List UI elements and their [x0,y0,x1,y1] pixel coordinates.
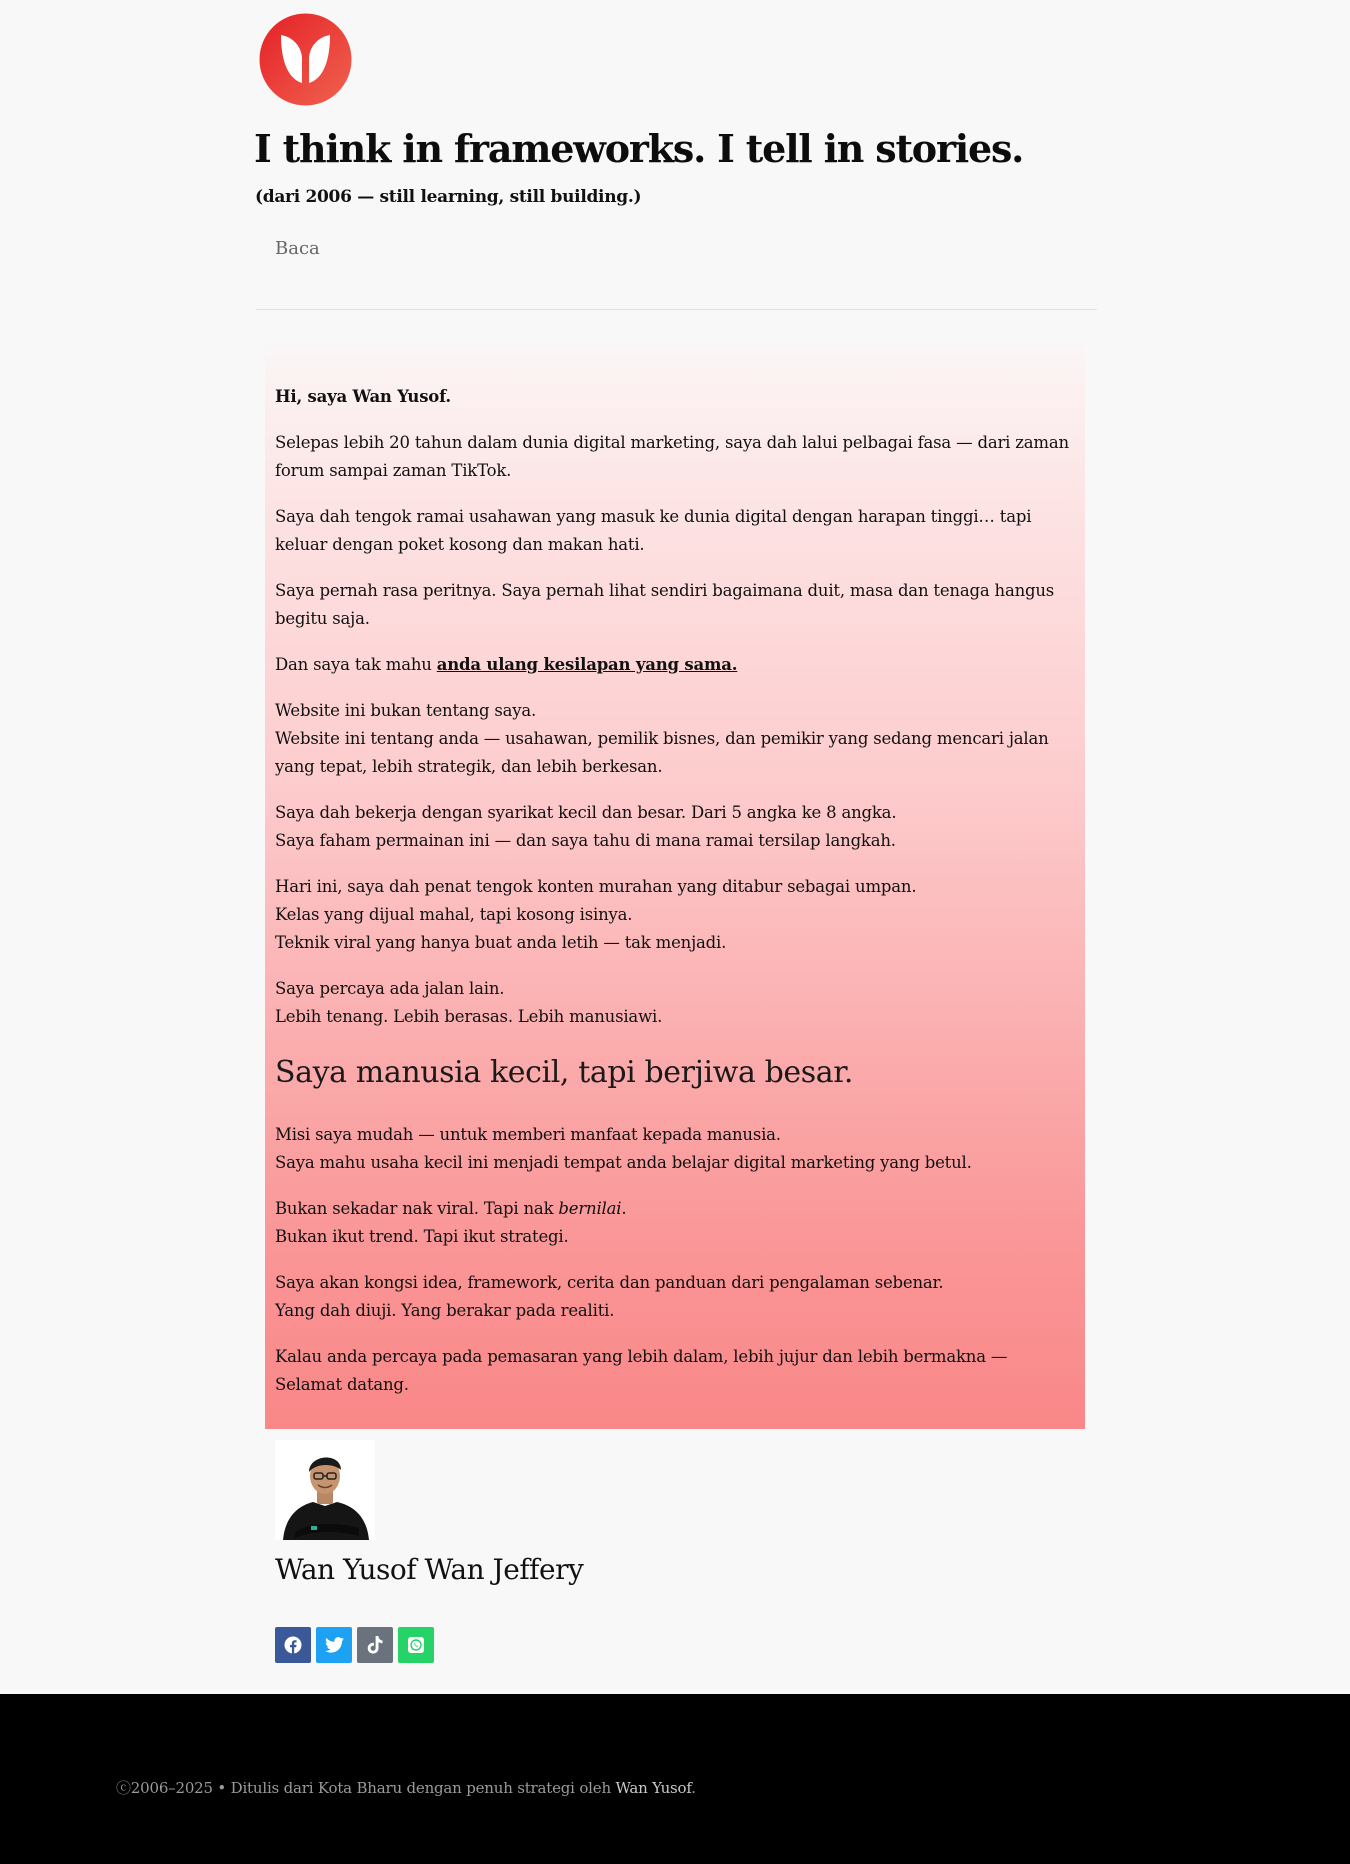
site-footer [0,1694,1350,1864]
site-title[interactable]: I think in frameworks. I tell in stories. [254,126,1024,171]
tiktok-button[interactable] [357,1627,393,1663]
emphasis-link: anda ulang kesilapan yang sama. [436,655,738,674]
paragraph-line: Saya mahu usaha kecil ini menjadi tempat anda belajar digital marketing yang betul. [275,1153,972,1172]
paragraph-line: Website ini bukan tentang saya. [275,701,537,720]
whatsapp-button[interactable] [398,1627,434,1663]
site-tagline: (dari 2006 — still learning, still building.) [255,187,642,207]
author-avatar [275,1440,375,1540]
paragraph-line: Kalau anda percaya pada pemasaran yang lebih dalam, lebih jujur dan lebih bermakna — [275,1347,1008,1366]
paragraph: Saya dah tengok ramai usahawan yang masuk ke dunia digital dengan harapan tinggi… tapi keluar dengan poket kosong dan makan hati. [275,507,1032,554]
twitter-button[interactable] [316,1627,352,1663]
whatsapp-icon [407,1636,425,1654]
paragraph [275,697,1075,781]
about-content [265,345,1085,1429]
paragraph-text: . [621,1199,627,1218]
twitter-icon [325,1637,344,1653]
nav-link-baca[interactable]: Baca [275,238,320,259]
paragraph [275,1269,1075,1325]
paragraph [275,1343,1075,1399]
paragraph [275,651,1075,679]
paragraph [275,1121,1075,1177]
paragraph-text: Dan saya tak mahu [275,655,437,674]
footer-suffix: . [691,1779,696,1797]
tiktok-icon [367,1636,383,1654]
paragraph-line: Teknik viral yang hanya buat anda letih — tak menjadi. [275,933,727,952]
paragraph-line: Misi saya mudah — untuk memberi manfaat kepada manusia. [275,1125,781,1144]
paragraph-line: Saya percaya ada jalan lain. [275,979,505,998]
paragraph-line: Yang dah diuji. Yang berakar pada realiti. [275,1301,615,1320]
footer-copyright: ⓒ2006–2025 • Ditulis dari Kota Bharu dengan penuh strategi oleh [116,1779,616,1797]
author-box [275,1440,584,1586]
paragraph-line: Saya dah bekerja dengan syarikat kecil dan besar. Dari 5 angka ke 8 angka. [275,803,897,822]
greeting-text: Hi, saya Wan Yusof. [275,387,451,406]
facebook-button[interactable] [275,1627,311,1663]
greeting [275,383,1075,411]
paragraph [275,1195,1075,1251]
paragraph-line: Hari ini, saya dah penat tengok konten murahan yang ditabur sebagai umpan. [275,877,917,896]
social-links [275,1627,434,1663]
header-divider [256,309,1097,310]
paragraph-line: Saya akan kongsi idea, framework, cerita dan panduan dari pengalaman sebenar. [275,1273,944,1292]
paragraph-text: Bukan sekadar nak viral. Tapi nak [275,1199,559,1218]
footer-author-link[interactable]: Wan Yusof [615,1779,692,1797]
footer-credit [116,1777,696,1798]
site-logo-icon[interactable] [259,13,352,106]
paragraph-line: Kelas yang dijual mahal, tapi kosong isinya. [275,905,633,924]
paragraph-line [275,1195,1075,1223]
section-heading: Saya manusia kecil, tapi berjiwa besar. [275,1055,853,1090]
paragraph [275,799,1075,855]
facebook-icon [284,1636,302,1654]
paragraph: Selepas lebih 20 tahun dalam dunia digital marketing, saya dah lalui pelbagai fasa — dari zaman forum sampai zaman TikTok. [275,433,1069,480]
paragraph [275,873,1075,957]
paragraph-line: Selamat datang. [275,1375,409,1394]
paragraph-line: Lebih tenang. Lebih berasas. Lebih manusiawi. [275,1007,663,1026]
paragraph [275,975,1075,1031]
paragraph-line: Website ini tentang anda — usahawan, pemilik bisnes, dan pemikir yang sedang mencari jalan yang tepat, lebih strategik, dan lebih berkesan. [275,729,1049,776]
paragraph-line: Saya faham permainan ini — dan saya tahu di mana ramai tersilap langkah. [275,831,896,850]
emphasis-text: bernilai [558,1199,622,1218]
paragraph: Saya pernah rasa peritnya. Saya pernah lihat sendiri bagaimana duit, masa dan tenaga hangus begitu saja. [275,581,1055,628]
paragraph-line: Bukan ikut trend. Tapi ikut strategi. [275,1227,569,1246]
author-name[interactable]: Wan Yusof Wan Jeffery [275,1553,584,1586]
